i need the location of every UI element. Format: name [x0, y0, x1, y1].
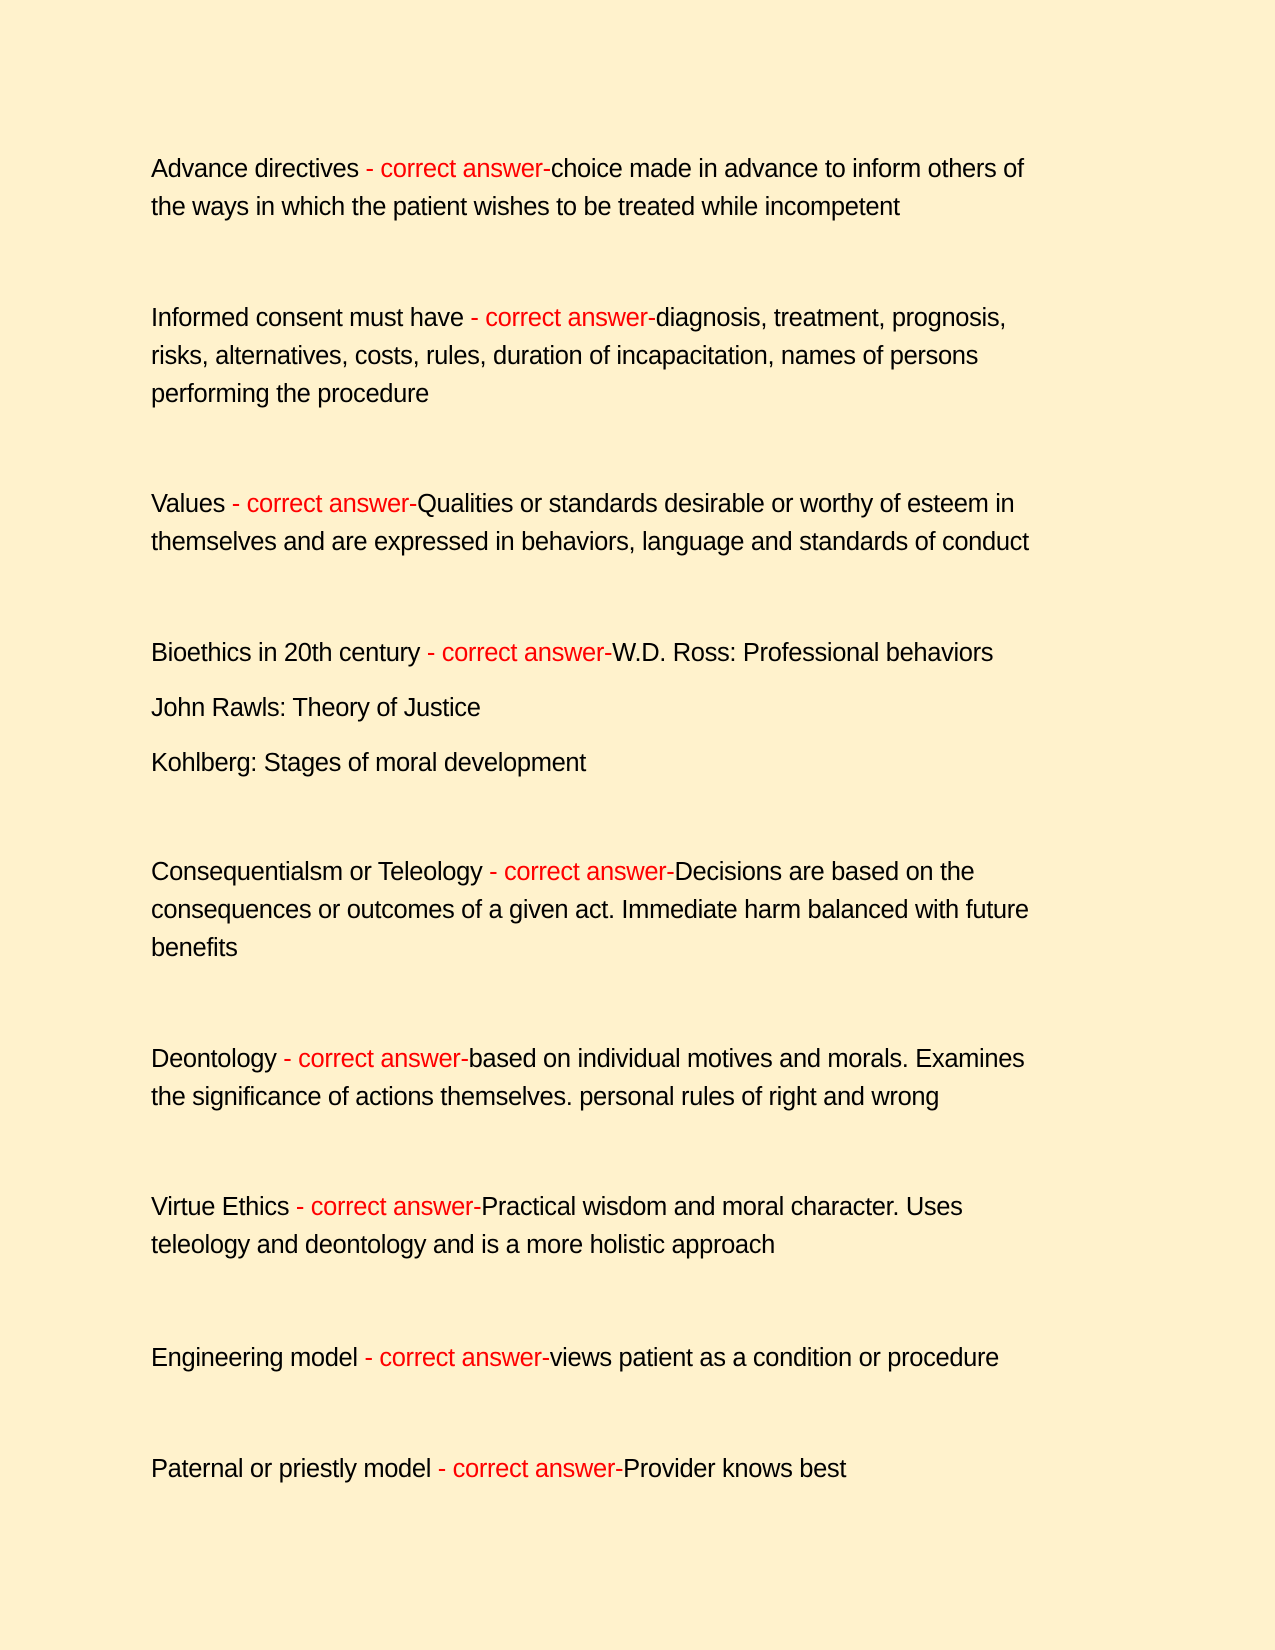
entry-answer: based on individual motives and morals. Examines — [468, 1045, 1025, 1073]
entry-answer-subitem: John Rawls: Theory of Justice — [151, 694, 481, 722]
entry-term: Engineering model — [151, 1344, 358, 1372]
entry-answer: Qualities or standards desirable or worthy of esteem in — [417, 490, 1015, 518]
correct-answer-separator: - correct answer- — [463, 304, 656, 332]
entry-answer-subitem: Kohlberg: Stages of moral development — [151, 749, 586, 777]
entry-answer-continuation: the significance of actions themselves. personal rules of right and wrong — [151, 1083, 940, 1111]
entry-answer-continuation: consequences or outcomes of a given act. Immediate harm balanced with future — [151, 896, 1029, 924]
flashcard-entry-advance-directives — [151, 150, 1151, 226]
entry-term: Informed consent must have — [151, 304, 464, 332]
entry-term: Consequentialsm or Teleology — [151, 858, 483, 886]
entry-line — [151, 1339, 1151, 1377]
entry-answer-continuation: themselves and are expressed in behaviors, language and standards of conduct — [151, 528, 1029, 556]
entry-term: Advance directives — [151, 155, 359, 183]
flashcard-entry-paternal-model — [151, 1450, 1151, 1488]
flashcard-entry-informed-consent — [151, 299, 1151, 413]
flashcard-entry-bioethics — [151, 634, 1151, 782]
entry-answer: W.D. Ross: Professional behaviors — [612, 639, 994, 667]
entry-answer: Practical wisdom and moral character. Uses — [481, 1193, 963, 1221]
entry-term: Virtue Ethics — [151, 1193, 290, 1221]
entry-answer-continuation: the ways in which the patient wishes to be treated while incompetent — [151, 193, 900, 221]
entry-answer: Decisions are based on the — [674, 858, 975, 886]
correct-answer-separator: - correct answer- — [224, 490, 418, 518]
flashcard-entry-values — [151, 485, 1151, 561]
entry-line — [151, 634, 1151, 672]
entry-line — [151, 150, 1151, 188]
entry-line — [151, 853, 1151, 891]
entry-term: Values — [151, 490, 225, 518]
entry-answer-continuation: benefits — [151, 934, 238, 962]
entry-answer-continuation: risks, alternatives, costs, rules, duration of incapacitation, names of persons — [151, 342, 979, 370]
entry-line — [151, 1188, 1151, 1226]
flashcard-entry-engineering-model — [151, 1339, 1151, 1377]
correct-answer-separator: - correct answer- — [482, 858, 675, 886]
entry-term: Paternal or priestly model — [151, 1455, 432, 1483]
correct-answer-separator: - correct answer- — [357, 1344, 550, 1372]
correct-answer-separator: - correct answer- — [289, 1193, 482, 1221]
entry-term: Bioethics in 20th century — [151, 639, 421, 667]
flashcard-entry-virtue-ethics — [151, 1188, 1151, 1264]
entry-answer: choice made in advance to inform others of — [550, 155, 1024, 183]
flashcard-entry-deontology — [151, 1040, 1151, 1116]
entry-answer-continuation: performing the procedure — [151, 380, 429, 408]
entry-line — [151, 1040, 1151, 1078]
entry-line — [151, 485, 1151, 523]
entry-line — [151, 1450, 1151, 1488]
flashcard-entry-consequentialism — [151, 853, 1151, 967]
entry-answer: Provider knows best — [623, 1455, 847, 1483]
entry-answer: diagnosis, treatment, prognosis, — [655, 304, 1006, 332]
entry-term: Deontology — [151, 1045, 277, 1073]
entry-line — [151, 299, 1151, 337]
entry-answer: views patient as a condition or procedure — [549, 1344, 999, 1372]
correct-answer-separator: - correct answer- — [431, 1455, 624, 1483]
entry-answer-continuation: teleology and deontology and is a more holistic approach — [151, 1231, 775, 1259]
correct-answer-separator: - correct answer- — [276, 1045, 469, 1073]
correct-answer-separator: - correct answer- — [358, 155, 551, 183]
correct-answer-separator: - correct answer- — [420, 639, 613, 667]
